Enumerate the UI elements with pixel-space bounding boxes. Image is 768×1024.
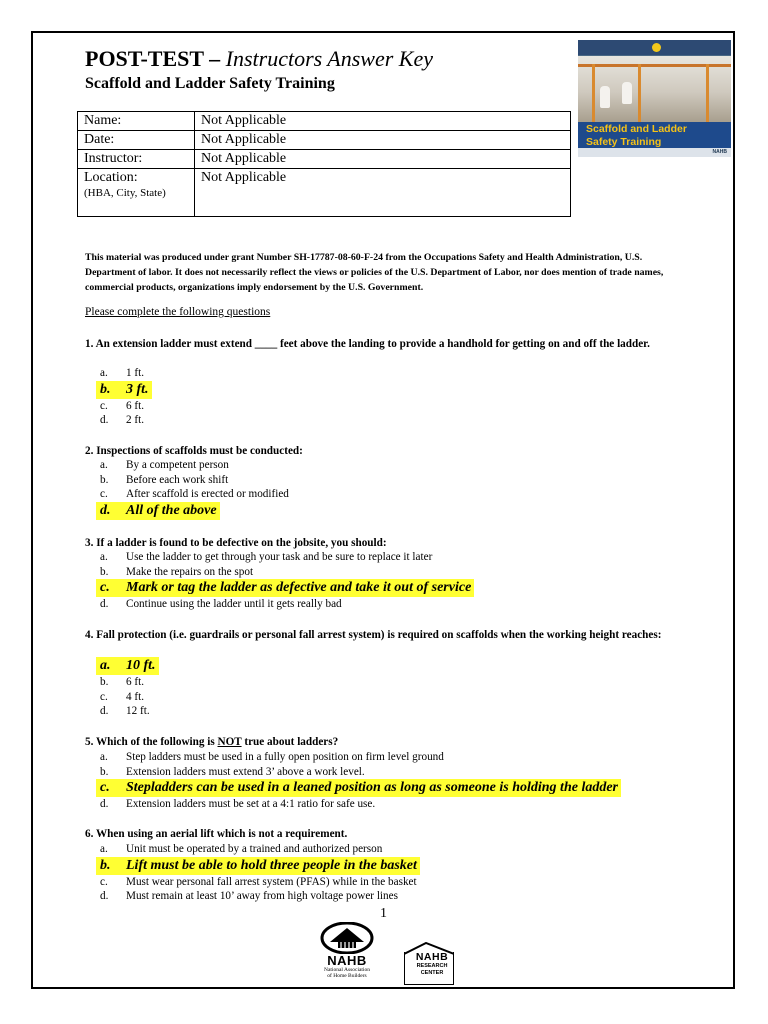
option-text: Mark or tag the ladder as defective and take it out of service: [126, 580, 472, 595]
title-italic: Instructors Answer Key: [225, 46, 434, 71]
option-text: After scaffold is erected or modified: [126, 488, 289, 500]
info-label-cell: [78, 169, 195, 217]
nahb-research-center-logo: [404, 940, 460, 984]
nahb-wordmark: NAHB: [327, 953, 367, 968]
question-1-options: [100, 366, 152, 428]
option-letter: c.: [100, 580, 110, 595]
info-label: Name:: [78, 112, 195, 131]
scaffold-pole: [592, 64, 595, 122]
option-text: Unit must be operated by a trained and authorized person: [126, 843, 383, 855]
option-letter: a.: [100, 751, 108, 763]
info-value: Not Applicable: [195, 169, 571, 217]
info-sublabel: (HBA, City, State): [84, 187, 166, 199]
option-letter: c.: [100, 399, 108, 412]
nahb-subtitle-2: of Home Builders: [327, 973, 367, 979]
info-value: Not Applicable: [195, 112, 571, 131]
option: [100, 690, 159, 705]
cover-photo: [578, 56, 731, 122]
question-3: 3. If a ladder is found to be defective on the jobsite, you should:: [85, 537, 387, 549]
page-title: [85, 46, 433, 72]
option: [100, 797, 621, 812]
info-row-date: [78, 131, 571, 150]
correct-option: [100, 657, 159, 675]
option-text: Use the ladder to get through your task and be sure to replace it later: [126, 551, 433, 563]
option-text: Make the repairs on the spot: [126, 565, 254, 578]
rc-subtitle-2: CENTER: [420, 969, 444, 976]
info-table: [77, 111, 571, 217]
info-row-location: [78, 169, 571, 217]
page-number: 1: [380, 906, 387, 921]
option-letter: b.: [100, 381, 111, 397]
option-text: Before each work shift: [126, 473, 229, 486]
correct-option: [100, 779, 621, 797]
option-text: Must wear personal fall arrest system (PFAS) while in the basket: [126, 875, 417, 888]
worker-figure: [600, 86, 610, 108]
worker-figure: [622, 82, 632, 104]
cover-top-bar: [578, 40, 731, 55]
option-letter: b.: [100, 676, 109, 688]
question-5-text-end: true about ladders?: [241, 736, 339, 748]
cover-footer-logo: NAHB: [712, 149, 727, 155]
cover-banner-line2: Safety Training: [586, 136, 662, 148]
title-bold: POST-TEST –: [85, 46, 221, 71]
cover-banner: [578, 122, 731, 148]
option-letter: a.: [100, 551, 108, 563]
correct-option: [100, 579, 474, 597]
option: [100, 675, 159, 690]
question-6: 6. When using an aerial lift which is not a requirement.: [85, 828, 348, 840]
option: [100, 597, 474, 612]
nahb-house-icon: [320, 922, 374, 954]
option-letter: a.: [100, 459, 108, 471]
rc-subtitle-1: RESEARCH: [416, 963, 448, 969]
option-letter: c.: [100, 488, 108, 500]
answer-highlight: [96, 502, 220, 520]
answer-highlight: [96, 657, 159, 675]
option-text: All of the above: [126, 502, 217, 518]
option-text: Stepladders can be used in a leaned position as long as someone is holding the ladder: [126, 780, 618, 795]
rc-wordmark: NAHB: [415, 951, 449, 963]
option: [100, 889, 420, 904]
question-2: 2. Inspections of scaffolds must be conducted:: [85, 445, 303, 457]
cover-banner-line1: Scaffold and Ladder: [586, 123, 687, 135]
correct-option: [100, 381, 152, 399]
page-subtitle: Scaffold and Ladder Safety Training: [85, 75, 335, 92]
option: [100, 875, 420, 890]
option-letter: b.: [100, 473, 109, 486]
question-5-options: [100, 750, 621, 812]
info-label: Date:: [78, 131, 195, 150]
option: [100, 565, 474, 580]
option-text: Extension ladders must be set at a 4:1 ratio for safe use.: [126, 798, 376, 810]
info-label: Location:: [84, 170, 138, 185]
question-1: 1. An extension ladder must extend ____ feet above the landing to provide a handhold for getting on and off the ladder.: [85, 338, 650, 350]
option-letter: a.: [100, 367, 108, 379]
question-5: [85, 735, 695, 750]
question-5-text: 5. Which of the following is: [85, 736, 218, 748]
scaffold-pole: [706, 64, 709, 122]
info-value: Not Applicable: [195, 131, 571, 150]
option-letter: d.: [100, 798, 109, 810]
option: [100, 765, 621, 780]
option: [100, 487, 289, 502]
answer-highlight: [96, 857, 420, 875]
question-3-options: [100, 550, 474, 612]
instructions: Please complete the following questions: [85, 306, 271, 318]
option: [100, 413, 152, 428]
option: [100, 550, 474, 565]
question-4-options: [100, 657, 159, 719]
research-center-text: [412, 952, 452, 976]
option-text: Lift must be able to hold three people in the basket: [126, 857, 417, 873]
correct-option: [100, 502, 289, 520]
training-cover-image: [578, 40, 731, 157]
option: [100, 399, 152, 414]
question-4: 4. Fall protection (i.e. guardrails or personal fall arrest system) is required on scaffolds when the working height reaches:: [85, 629, 662, 641]
option-text: By a competent person: [126, 459, 229, 471]
grant-disclaimer: This material was produced under grant Number SH-17787-08-60-F-24 from the Occupations Safety and Health Administration, U.S. Department of labor. It does not necessarily reflect the views or policies of the U.S. Department of Labor, nor does mention of trade names, commercial products, organizations imply endorsement by the U.S. Government.: [85, 252, 664, 293]
option: [100, 750, 621, 765]
cover-footer: [578, 148, 731, 157]
option-letter: d.: [100, 414, 109, 426]
option-text: Step ladders must be used in a fully open position on firm level ground: [126, 751, 444, 763]
option-text: 6 ft.: [126, 399, 145, 412]
option-text: 3 ft.: [126, 381, 149, 397]
option-text: 1 ft.: [126, 367, 145, 379]
option-letter: b.: [100, 565, 109, 578]
answer-highlight: [96, 579, 474, 597]
option-letter: b.: [100, 765, 109, 778]
option-letter: d.: [100, 502, 111, 518]
option-text: Must remain at least 10’ away from high voltage power lines: [126, 890, 398, 902]
option-letter: a.: [100, 658, 111, 673]
correct-option: [100, 857, 420, 875]
question-6-options: [100, 842, 420, 904]
option-text: 4 ft.: [126, 690, 145, 703]
option-text: 6 ft.: [126, 676, 145, 688]
scaffold-pole: [638, 64, 641, 122]
option-text: 10 ft.: [126, 658, 156, 673]
nahb-subtitle-1: National Association: [324, 967, 370, 973]
info-row-instructor: [78, 150, 571, 169]
option-text: Extension ladders must extend 3’ above a work level.: [126, 765, 365, 778]
answer-highlight: [96, 381, 152, 399]
option: [100, 366, 152, 381]
option-text: Continue using the ladder until it gets really bad: [126, 598, 342, 610]
option: [100, 704, 159, 719]
option: [100, 473, 289, 488]
option-letter: d.: [100, 890, 109, 902]
option-letter: b.: [100, 857, 111, 873]
option-text: 2 ft.: [126, 414, 145, 426]
cover-dot-icon: [652, 43, 661, 52]
option-letter: d.: [100, 705, 109, 717]
option-letter: a.: [100, 843, 108, 855]
info-row-name: [78, 112, 571, 131]
info-label: Instructor:: [78, 150, 195, 169]
option: [100, 458, 289, 473]
question-2-options: [100, 458, 289, 520]
nahb-logo: [312, 922, 382, 984]
answer-highlight: [96, 779, 621, 797]
info-value: Not Applicable: [195, 150, 571, 169]
option-text: 12 ft.: [126, 705, 150, 717]
option-letter: c.: [100, 875, 108, 888]
option: [100, 842, 420, 857]
option-letter: d.: [100, 598, 109, 610]
question-5-emphasis: NOT: [217, 736, 242, 748]
option-letter: c.: [100, 690, 108, 703]
option-letter: c.: [100, 780, 110, 795]
